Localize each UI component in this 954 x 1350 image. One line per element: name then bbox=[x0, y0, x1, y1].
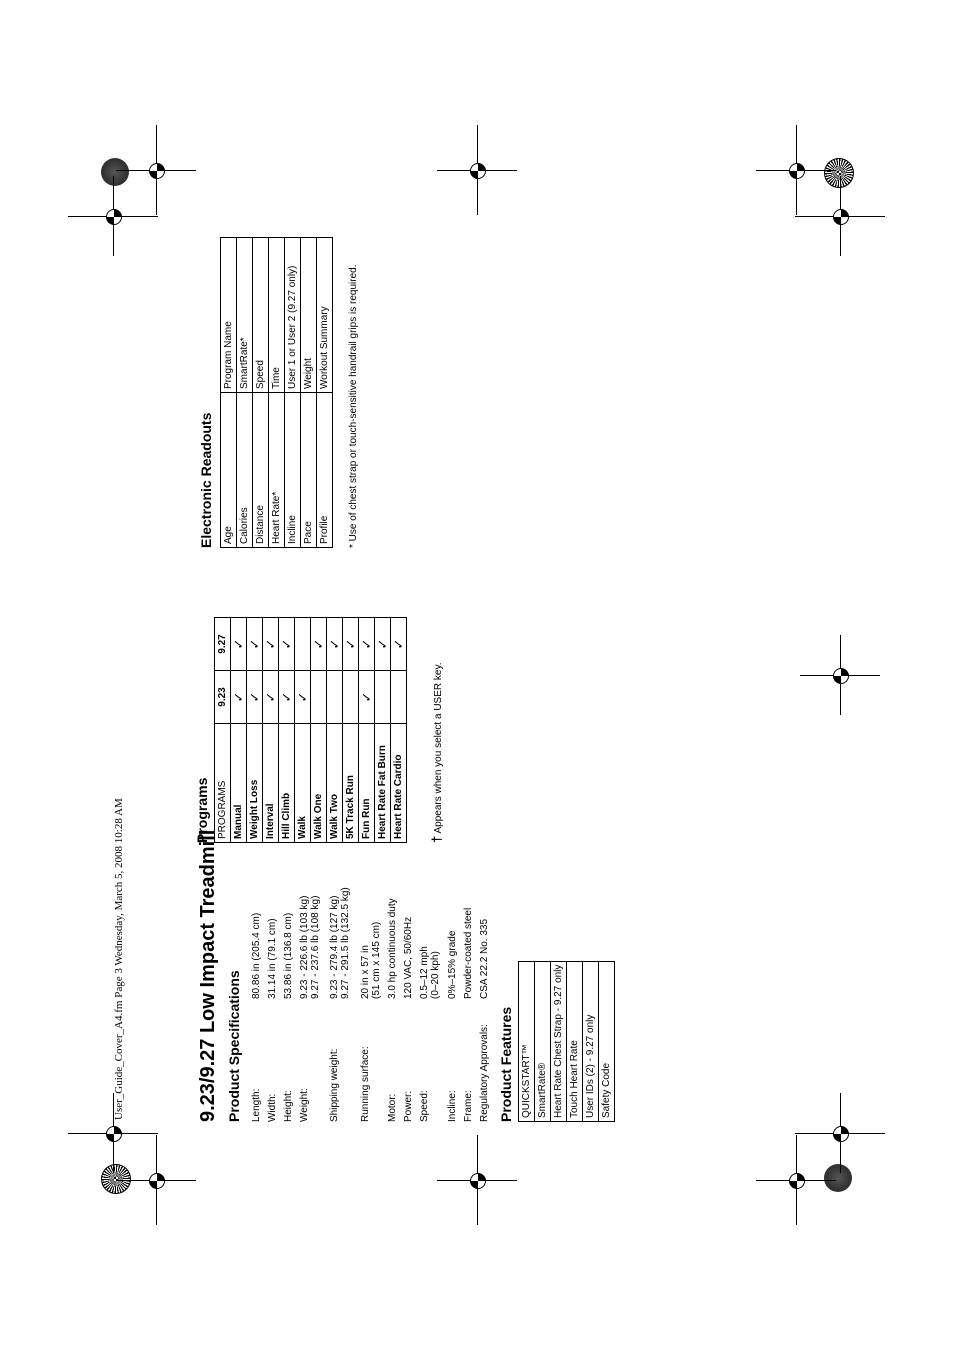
program-check-m927: ✓ bbox=[263, 618, 279, 671]
spec-value: 80.86 in (205.4 cm) bbox=[251, 912, 262, 999]
readout-item: Workout Summary bbox=[317, 238, 333, 393]
model-header: 9.23 bbox=[215, 671, 231, 724]
program-name: Hill Climb bbox=[279, 724, 295, 843]
spec-value: 120 VAC, 50/60Hz bbox=[403, 916, 414, 999]
spec-label: Length: bbox=[251, 1088, 262, 1122]
readout-row bbox=[285, 238, 301, 548]
spec-label: Running surface: bbox=[360, 1046, 371, 1122]
program-check-m923: ✓ bbox=[359, 671, 375, 724]
program-check-m923 bbox=[375, 671, 391, 724]
readout-item: Weight bbox=[301, 238, 317, 393]
readout-item: Heart Rate* bbox=[269, 393, 285, 548]
readout-row bbox=[317, 238, 333, 548]
spec-value: Powder-coated steel bbox=[463, 907, 474, 999]
model-header: 9.27 bbox=[215, 618, 231, 671]
readout-item: Distance bbox=[253, 393, 269, 548]
program-row bbox=[231, 618, 247, 843]
spec-label: Width: bbox=[267, 1093, 278, 1122]
readout-row bbox=[237, 238, 253, 548]
program-name: Fun Run bbox=[359, 724, 375, 843]
readouts-table bbox=[220, 237, 333, 548]
programs-footnote-text: Appears when you select a USER key. bbox=[433, 662, 444, 834]
programs-col-head: PROGRAMS bbox=[215, 724, 231, 843]
readout-row bbox=[269, 238, 285, 548]
product-features bbox=[498, 912, 623, 1122]
program-row bbox=[327, 618, 343, 843]
registration-dot-icon bbox=[101, 158, 129, 186]
programs-heading: Programs bbox=[194, 777, 210, 843]
registration-starburst-icon bbox=[101, 1164, 131, 1194]
feature-row bbox=[519, 961, 535, 1121]
readout-item: User 1 or User 2 (9.27 only) bbox=[285, 238, 301, 393]
program-check-m927: ✓ bbox=[391, 618, 407, 671]
spec-value-line2: (51 cm x 145 cm) bbox=[371, 921, 382, 999]
spec-value-line2: 9.27 - 237.6 lb (108 kg) bbox=[310, 895, 321, 999]
program-name: Interval bbox=[263, 724, 279, 843]
program-check-m927: ✓ bbox=[343, 618, 359, 671]
program-name: 5K Track Run bbox=[343, 724, 359, 843]
program-name: Manual bbox=[231, 724, 247, 843]
spec-value: 3.0 hp continuous duty bbox=[387, 898, 398, 999]
program-check-m923 bbox=[343, 671, 359, 724]
programs-table bbox=[214, 617, 407, 843]
spec-value: 20 in x 57 in bbox=[360, 945, 371, 999]
features-table bbox=[518, 961, 615, 1122]
feature-item: Touch Heart Rate bbox=[567, 961, 583, 1121]
program-check-m927 bbox=[295, 618, 311, 671]
program-check-m923: ✓ bbox=[231, 671, 247, 724]
feature-row bbox=[567, 961, 583, 1121]
feature-item: SmartRate® bbox=[535, 961, 551, 1121]
readouts-footnote: * Use of chest strap or touch-sensitive handrail grips is required. bbox=[348, 264, 359, 548]
program-name: Heart Rate Fat Burn bbox=[375, 724, 391, 843]
readout-item: Speed bbox=[253, 238, 269, 393]
spec-value: CSA 22.2 No. 335 bbox=[479, 918, 490, 999]
spec-value-line2: 9.27 - 291.5 lb (132.5 kg) bbox=[340, 887, 351, 999]
readout-item: Program Name bbox=[221, 238, 237, 393]
feature-row bbox=[583, 961, 599, 1121]
readout-item: Age bbox=[221, 393, 237, 548]
feature-item: QUICKSTART™ bbox=[519, 961, 535, 1121]
spec-value-line2: (0–20 kph) bbox=[430, 951, 441, 999]
program-check-m927: ✓ bbox=[231, 618, 247, 671]
spec-value: 0.5–12 mph bbox=[419, 946, 430, 999]
program-check-m927: ✓ bbox=[247, 618, 263, 671]
feature-item: Heart Rate Chest Strap - 9.27 only bbox=[551, 961, 567, 1121]
program-check-m927: ✓ bbox=[375, 618, 391, 671]
program-row bbox=[359, 618, 375, 843]
programs-header-row bbox=[215, 618, 231, 843]
registration-starburst-icon bbox=[824, 158, 854, 188]
page-title: 9.23/9.27 Low Impact Treadmill bbox=[197, 829, 219, 1122]
program-check-m923: ✓ bbox=[279, 671, 295, 724]
readout-row bbox=[221, 238, 237, 548]
program-check-m923: ✓ bbox=[247, 671, 263, 724]
spec-value: 9.23 - 226.6 lb (103 kg) bbox=[299, 895, 310, 999]
readout-item: Time bbox=[269, 238, 285, 393]
program-row bbox=[263, 618, 279, 843]
program-check-m923: ✓ bbox=[295, 671, 311, 724]
spec-label: Shipping weight: bbox=[329, 1048, 340, 1122]
program-check-m923 bbox=[391, 671, 407, 724]
programs-section bbox=[194, 553, 454, 843]
program-name: Walk One bbox=[311, 724, 327, 843]
program-row bbox=[375, 618, 391, 843]
feature-row bbox=[551, 961, 567, 1121]
spec-value: 53.86 in (136.8 cm) bbox=[283, 912, 294, 999]
program-row bbox=[247, 618, 263, 843]
program-check-m923 bbox=[311, 671, 327, 724]
program-check-m927: ✓ bbox=[327, 618, 343, 671]
dagger-symbol: † bbox=[429, 835, 444, 843]
spec-label: Motor: bbox=[387, 1093, 398, 1122]
spec-label: Incline: bbox=[447, 1090, 458, 1122]
program-row bbox=[343, 618, 359, 843]
program-row bbox=[311, 618, 327, 843]
readout-item: Pace bbox=[301, 393, 317, 548]
program-check-m923 bbox=[327, 671, 343, 724]
feature-row bbox=[599, 961, 615, 1121]
spec-label: Regulatory Approvals: bbox=[479, 1024, 490, 1122]
program-check-m927: ✓ bbox=[279, 618, 295, 671]
program-check-m927: ✓ bbox=[311, 618, 327, 671]
program-name: Walk Two bbox=[327, 724, 343, 843]
spec-label: Frame: bbox=[463, 1090, 474, 1122]
program-row bbox=[295, 618, 311, 843]
feature-row bbox=[535, 961, 551, 1121]
readout-item: SmartRate* bbox=[237, 238, 253, 393]
spec-label: Weight: bbox=[299, 1088, 310, 1122]
program-name: Heart Rate Cardio bbox=[391, 724, 407, 843]
program-check-m927: ✓ bbox=[359, 618, 375, 671]
program-row bbox=[391, 618, 407, 843]
feature-item: User IDs (2) - 9.27 only bbox=[583, 961, 599, 1121]
registration-dot-icon bbox=[824, 1164, 852, 1192]
program-name: Weight Loss bbox=[247, 724, 263, 843]
readout-row bbox=[301, 238, 317, 548]
spec-value: 9.23 - 279.4 lb (127 kg) bbox=[329, 895, 340, 999]
electronic-readouts bbox=[198, 218, 373, 548]
features-heading: Product Features bbox=[498, 1006, 514, 1122]
readout-item: Incline bbox=[285, 393, 301, 548]
programs-footnote bbox=[429, 663, 444, 843]
readout-row bbox=[253, 238, 269, 548]
spec-label: Power: bbox=[403, 1090, 414, 1122]
program-name: Walk bbox=[295, 724, 311, 843]
program-row bbox=[279, 618, 295, 843]
file-header: User_Guide_Cover_A4.fm Page 3 Wednesday, March 5, 2008 10:28 AM bbox=[113, 798, 125, 1120]
readout-item: Calories bbox=[237, 393, 253, 548]
spec-value: 0%–15% grade bbox=[447, 930, 458, 999]
feature-item: Safety Code bbox=[599, 961, 615, 1121]
readouts-heading: Electronic Readouts bbox=[198, 412, 214, 548]
program-check-m923: ✓ bbox=[263, 671, 279, 724]
spec-value: 31.14 in (79.1 cm) bbox=[267, 918, 278, 999]
specs-heading: Product Specifications bbox=[226, 970, 242, 1122]
readout-item: Profile bbox=[317, 393, 333, 548]
spec-label: Speed: bbox=[419, 1090, 430, 1122]
spec-label: Height: bbox=[283, 1090, 294, 1122]
